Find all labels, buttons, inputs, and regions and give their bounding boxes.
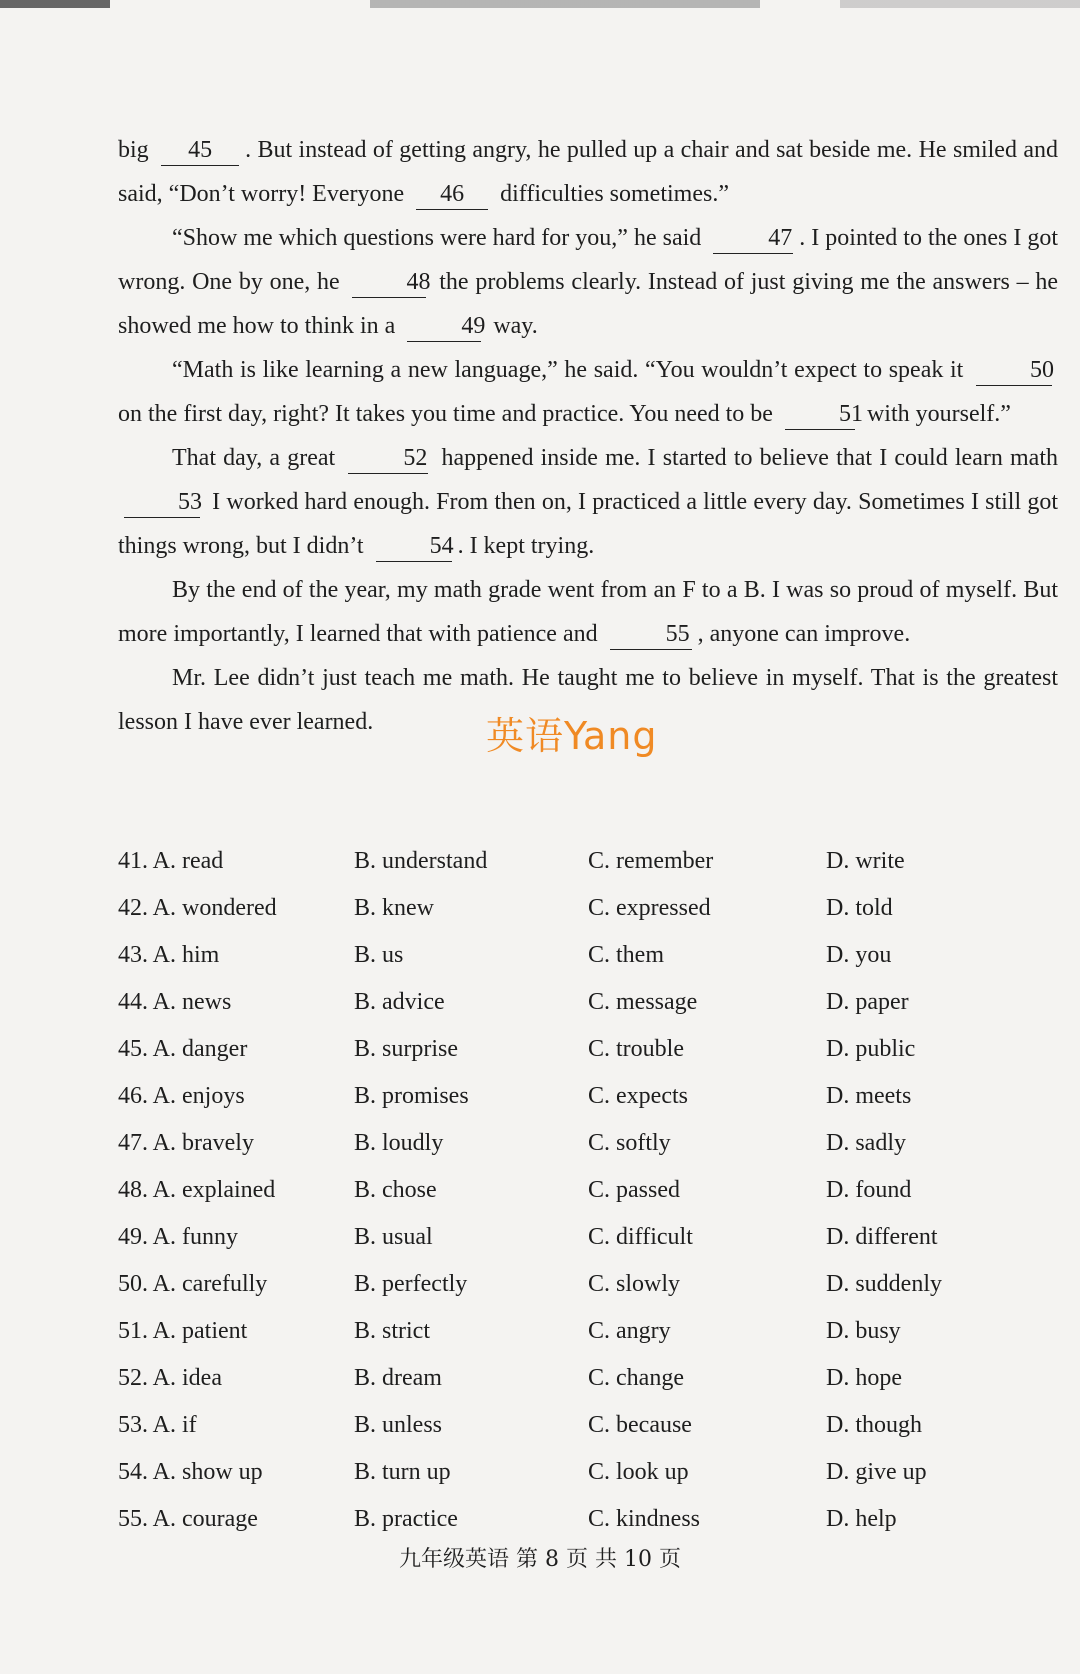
option-c: C. expects	[588, 1083, 688, 1109]
option-a: 48. A. explained	[118, 1177, 276, 1203]
option-a: 55. A. courage	[118, 1506, 258, 1532]
option-c: C. difficult	[588, 1224, 693, 1250]
question-row-53	[118, 1402, 1058, 1449]
option-d: D. hope	[826, 1365, 902, 1391]
passage-text: I worked hard enough. From then on, I practiced a little every day. Sometimes I still got things wrong, but I didn’t	[118, 489, 1058, 559]
paragraph-1	[118, 128, 1058, 216]
option-c: C. message	[588, 989, 698, 1015]
blank-48: 48	[352, 267, 426, 298]
passage-text: . I kept trying.	[457, 533, 595, 559]
option-b: B. perfectly	[354, 1271, 468, 1297]
option-c: C. because	[588, 1412, 692, 1438]
option-d: D. public	[826, 1036, 916, 1062]
option-a: 42. A. wondered	[118, 895, 277, 921]
passage-text: big	[118, 137, 156, 163]
question-row-42	[118, 885, 1058, 932]
option-a: 47. A. bravely	[118, 1130, 254, 1156]
option-a: 41. A. read	[118, 848, 224, 874]
blank-45: 45	[161, 135, 239, 166]
passage-text: By the end of the year, my math grade went from an F to a B. I was so proud of myself. But more importantly, I learned that with patience and	[118, 577, 1058, 647]
option-d: D. suddenly	[826, 1271, 942, 1297]
passage-text: happened inside me. I started to believe that I could learn math	[434, 445, 1058, 471]
passage-text: Mr. Lee didn’t just teach me math. He taught me to believe in myself. That is the greatest lesson I have ever learned.	[118, 665, 1058, 735]
option-a: 43. A. him	[118, 942, 220, 968]
option-b: B. us	[354, 942, 404, 968]
passage-text: “Show me which questions were hard for you,” he said	[172, 225, 708, 251]
option-c: C. change	[588, 1365, 684, 1391]
question-row-47	[118, 1120, 1058, 1167]
question-row-46	[118, 1073, 1058, 1120]
option-a: 46. A. enjoys	[118, 1083, 245, 1109]
option-a: 50. A. carefully	[118, 1271, 268, 1297]
option-c: C. them	[588, 942, 664, 968]
blank-52: 52	[348, 443, 428, 474]
paragraph-2	[118, 216, 1058, 348]
answer-options	[118, 838, 1058, 1543]
option-c: C. expressed	[588, 895, 711, 921]
question-row-51	[118, 1308, 1058, 1355]
option-c: C. softly	[588, 1130, 671, 1156]
blank-49: 49	[407, 311, 481, 342]
option-a: 49. A. funny	[118, 1224, 238, 1250]
option-d: D. paper	[826, 989, 909, 1015]
option-b: B. chose	[354, 1177, 437, 1203]
blank-50: 50	[976, 355, 1052, 386]
option-d: D. you	[826, 942, 892, 968]
option-c: C. kindness	[588, 1506, 701, 1532]
option-b: B. unless	[354, 1412, 443, 1438]
passage-text: way.	[487, 313, 538, 339]
blank-46: 46	[416, 179, 488, 210]
blank-51: 51	[785, 399, 855, 430]
option-d: D. help	[826, 1506, 897, 1532]
cloze-passage	[118, 128, 1058, 744]
blank-54: 54	[376, 531, 452, 562]
blank-53: 53	[124, 487, 200, 518]
option-d: D. meets	[826, 1083, 912, 1109]
option-d: D. give up	[826, 1459, 927, 1485]
passage-text: That day, a great	[172, 445, 343, 471]
option-b: B. practice	[354, 1506, 458, 1532]
option-d: D. though	[826, 1412, 922, 1438]
question-row-44	[118, 979, 1058, 1026]
option-a: 52. A. idea	[118, 1365, 222, 1391]
option-b: B. turn up	[354, 1459, 451, 1485]
question-row-54	[118, 1449, 1058, 1496]
option-d: D. found	[826, 1177, 912, 1203]
option-d: D. different	[826, 1224, 938, 1250]
option-c: C. look up	[588, 1459, 689, 1485]
page-footer: 九年级英语 第 8 页 共 10 页	[399, 1547, 681, 1572]
option-c: C. trouble	[588, 1036, 684, 1062]
option-a: 44. A. news	[118, 989, 232, 1015]
watermark: 英语Yang	[486, 714, 658, 758]
paragraph-4	[118, 436, 1058, 568]
option-a: 45. A. danger	[118, 1036, 248, 1062]
option-c: C. slowly	[588, 1271, 681, 1297]
option-a: 54. A. show up	[118, 1459, 263, 1485]
passage-text: the problems clearly. Instead of just giving me the answers – he showed me how to think in a	[118, 269, 1058, 339]
paragraph-5	[118, 568, 1058, 656]
option-b: B. surprise	[354, 1036, 458, 1062]
blank-55: 55	[610, 619, 692, 650]
passage-text: with yourself.”	[860, 401, 1011, 427]
option-b: B. knew	[354, 895, 434, 921]
passage-text: , anyone can improve.	[697, 621, 911, 647]
option-c: C. passed	[588, 1177, 680, 1203]
option-d: D. write	[826, 848, 905, 874]
option-c: C. remember	[588, 848, 714, 874]
paragraph-3	[118, 348, 1058, 436]
question-row-41	[118, 838, 1058, 885]
option-b: B. strict	[354, 1318, 430, 1344]
option-b: B. loudly	[354, 1130, 444, 1156]
option-d: D. told	[826, 895, 893, 921]
passage-text: “Math is like learning a new language,” he said. “You wouldn’t expect to speak it	[172, 357, 970, 383]
question-row-52	[118, 1355, 1058, 1402]
question-row-45	[118, 1026, 1058, 1073]
question-row-49	[118, 1214, 1058, 1261]
passage-text: difficulties sometimes.”	[494, 181, 729, 207]
blank-47: 47	[713, 223, 793, 254]
passage-text: . But instead of getting angry, he pulled up a chair and sat beside me. He smiled and said, “Don’t worry! Everyone	[118, 137, 1058, 207]
question-row-48	[118, 1167, 1058, 1214]
option-b: B. usual	[354, 1224, 433, 1250]
option-b: B. understand	[354, 848, 488, 874]
passage-text: . I pointed to the ones I got wrong. One by one, he	[118, 225, 1058, 295]
question-row-43	[118, 932, 1058, 979]
option-c: C. angry	[588, 1318, 671, 1344]
option-b: B. promises	[354, 1083, 469, 1109]
option-b: B. dream	[354, 1365, 442, 1391]
option-d: D. busy	[826, 1318, 901, 1344]
scan-top-edge	[0, 0, 1080, 8]
question-row-50	[118, 1261, 1058, 1308]
option-a: 53. A. if	[118, 1412, 197, 1438]
passage-text: on the first day, right? It takes you time and practice. You need to be	[118, 401, 779, 427]
question-row-55	[118, 1496, 1058, 1543]
option-b: B. advice	[354, 989, 445, 1015]
option-d: D. sadly	[826, 1130, 906, 1156]
option-a: 51. A. patient	[118, 1318, 248, 1344]
